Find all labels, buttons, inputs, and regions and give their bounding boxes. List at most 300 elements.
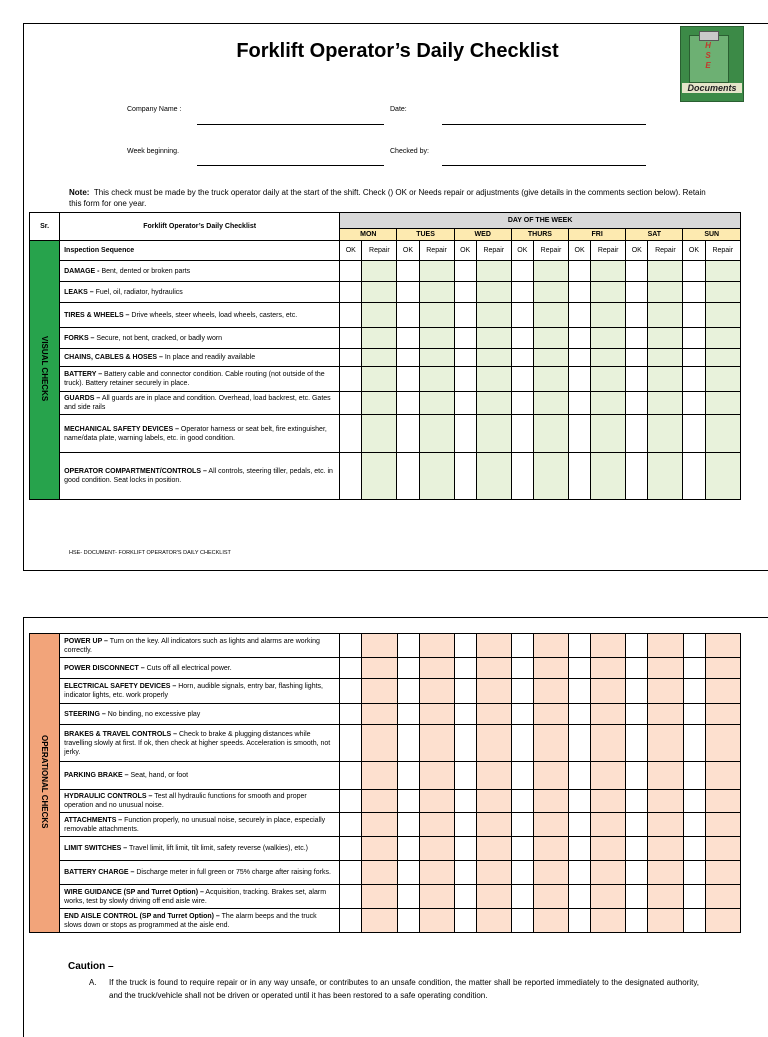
ok-checkbox[interactable]	[683, 392, 705, 415]
repair-checkbox[interactable]	[419, 392, 454, 415]
ok-checkbox[interactable]	[569, 762, 591, 790]
ok-checkbox[interactable]	[626, 762, 648, 790]
repair-checkbox[interactable]	[591, 790, 626, 813]
ok-checkbox[interactable]	[397, 634, 419, 658]
repair-checkbox[interactable]	[648, 303, 683, 328]
ok-checkbox[interactable]	[569, 392, 591, 415]
ok-checkbox[interactable]	[511, 790, 533, 813]
repair-checkbox[interactable]	[476, 658, 511, 679]
repair-checkbox[interactable]	[591, 349, 626, 367]
repair-checkbox[interactable]	[476, 367, 511, 392]
repair-checkbox[interactable]	[534, 634, 569, 658]
ok-checkbox[interactable]	[626, 392, 648, 415]
ok-checkbox[interactable]	[511, 885, 533, 909]
repair-checkbox[interactable]	[705, 725, 740, 762]
ok-checkbox[interactable]	[340, 367, 362, 392]
repair-checkbox[interactable]	[362, 658, 397, 679]
repair-checkbox[interactable]	[648, 367, 683, 392]
repair-checkbox[interactable]	[419, 861, 454, 885]
ok-checkbox[interactable]	[569, 349, 591, 367]
ok-checkbox[interactable]	[626, 790, 648, 813]
repair-checkbox[interactable]	[533, 282, 568, 303]
repair-checkbox[interactable]	[705, 282, 740, 303]
ok-checkbox[interactable]	[626, 837, 648, 861]
repair-checkbox[interactable]	[591, 762, 626, 790]
repair-checkbox[interactable]	[591, 328, 626, 349]
repair-checkbox[interactable]	[362, 885, 397, 909]
ok-checkbox[interactable]	[340, 837, 362, 861]
repair-checkbox[interactable]	[476, 261, 511, 282]
repair-checkbox[interactable]	[534, 679, 569, 704]
repair-checkbox[interactable]	[648, 725, 683, 762]
repair-checkbox[interactable]	[533, 453, 568, 500]
ok-checkbox[interactable]	[397, 725, 419, 762]
ok-checkbox[interactable]	[569, 303, 591, 328]
ok-checkbox[interactable]	[626, 634, 648, 658]
ok-checkbox[interactable]	[454, 453, 476, 500]
ok-checkbox[interactable]	[397, 861, 419, 885]
ok-checkbox[interactable]	[340, 679, 362, 704]
repair-checkbox[interactable]	[419, 909, 454, 933]
repair-checkbox[interactable]	[362, 813, 397, 837]
repair-checkbox[interactable]	[476, 861, 511, 885]
week-beginning-field[interactable]	[197, 165, 384, 166]
ok-checkbox[interactable]	[397, 658, 419, 679]
ok-checkbox[interactable]	[569, 813, 591, 837]
ok-checkbox[interactable]	[454, 282, 476, 303]
ok-checkbox[interactable]	[397, 837, 419, 861]
sr-header: Sr.	[30, 213, 60, 241]
ok-checkbox[interactable]	[683, 328, 705, 349]
ok-checkbox[interactable]	[454, 261, 476, 282]
ok-checkbox[interactable]	[626, 303, 648, 328]
repair-checkbox[interactable]	[476, 679, 511, 704]
repair-checkbox[interactable]	[419, 282, 454, 303]
repair-checkbox[interactable]	[534, 725, 569, 762]
repair-checkbox[interactable]	[476, 762, 511, 790]
ok-checkbox[interactable]	[454, 634, 476, 658]
repair-checkbox[interactable]	[362, 790, 397, 813]
ok-checkbox[interactable]	[511, 453, 533, 500]
ok-checkbox[interactable]	[569, 453, 591, 500]
ok-checkbox[interactable]	[683, 861, 705, 885]
ok-checkbox[interactable]	[511, 261, 533, 282]
ok-checkbox[interactable]	[454, 837, 476, 861]
repair-checkbox[interactable]	[362, 415, 397, 453]
ok-checkbox[interactable]	[683, 634, 705, 658]
ok-checkbox[interactable]	[511, 415, 533, 453]
repair-checkbox[interactable]	[419, 634, 454, 658]
repair-checkbox[interactable]	[705, 349, 740, 367]
repair-checkbox[interactable]	[648, 261, 683, 282]
ok-checkbox[interactable]	[454, 658, 476, 679]
repair-checkbox[interactable]	[705, 885, 740, 909]
repair-checkbox[interactable]	[591, 861, 626, 885]
ok-checkbox[interactable]	[397, 790, 419, 813]
repair-checkbox[interactable]	[476, 885, 511, 909]
repair-checkbox[interactable]	[705, 303, 740, 328]
ok-checkbox[interactable]	[511, 837, 533, 861]
repair-checkbox[interactable]	[591, 725, 626, 762]
ok-checkbox[interactable]	[454, 367, 476, 392]
ok-checkbox[interactable]	[626, 282, 648, 303]
ok-checkbox[interactable]	[340, 813, 362, 837]
ok-checkbox[interactable]	[569, 367, 591, 392]
ok-checkbox[interactable]	[340, 415, 362, 453]
ok-checkbox[interactable]	[626, 704, 648, 725]
ok-checkbox[interactable]	[340, 909, 362, 933]
repair-checkbox[interactable]	[705, 328, 740, 349]
ok-checkbox[interactable]	[569, 861, 591, 885]
ok-checkbox[interactable]	[340, 634, 362, 658]
repair-checkbox[interactable]	[534, 861, 569, 885]
repair-checkbox[interactable]	[419, 349, 454, 367]
repair-checkbox[interactable]	[648, 885, 683, 909]
ok-checkbox[interactable]	[569, 909, 591, 933]
repair-checkbox[interactable]	[648, 679, 683, 704]
ok-checkbox[interactable]	[569, 415, 591, 453]
ok-checkbox[interactable]	[454, 813, 476, 837]
item-name: STEERING –	[64, 710, 106, 718]
ok-checkbox[interactable]	[683, 837, 705, 861]
repair-checkbox[interactable]	[534, 837, 569, 861]
repair-checkbox[interactable]	[591, 415, 626, 453]
ok-checkbox[interactable]	[511, 762, 533, 790]
repair-checkbox[interactable]	[362, 837, 397, 861]
ok-checkbox[interactable]	[454, 790, 476, 813]
repair-checkbox[interactable]	[705, 634, 740, 658]
repair-checkbox[interactable]	[533, 261, 568, 282]
ok-checkbox[interactable]	[626, 349, 648, 367]
repair-checkbox[interactable]	[419, 415, 454, 453]
ok-checkbox[interactable]	[454, 885, 476, 909]
ok-checkbox[interactable]	[683, 762, 705, 790]
ok-checkbox[interactable]	[454, 349, 476, 367]
ok-checkbox[interactable]	[511, 328, 533, 349]
repair-checkbox[interactable]	[534, 790, 569, 813]
repair-checkbox[interactable]	[419, 679, 454, 704]
repair-checkbox[interactable]	[591, 634, 626, 658]
repair-checkbox[interactable]	[476, 837, 511, 861]
ok-checkbox[interactable]	[683, 909, 705, 933]
repair-checkbox[interactable]	[534, 658, 569, 679]
ok-checkbox[interactable]	[340, 885, 362, 909]
repair-checkbox[interactable]	[534, 762, 569, 790]
ok-checkbox[interactable]	[340, 282, 362, 303]
ok-checkbox[interactable]	[340, 762, 362, 790]
ok-checkbox[interactable]	[511, 634, 533, 658]
repair-checkbox[interactable]	[648, 415, 683, 453]
ok-checkbox[interactable]	[454, 762, 476, 790]
repair-checkbox[interactable]	[705, 453, 740, 500]
ok-checkbox[interactable]	[626, 725, 648, 762]
repair-checkbox[interactable]	[476, 328, 511, 349]
ok-checkbox[interactable]	[340, 658, 362, 679]
repair-checkbox[interactable]	[362, 261, 397, 282]
ok-checkbox[interactable]	[683, 885, 705, 909]
ok-checkbox[interactable]	[340, 861, 362, 885]
ok-checkbox[interactable]	[626, 367, 648, 392]
ok-checkbox[interactable]	[397, 762, 419, 790]
repair-checkbox[interactable]	[362, 453, 397, 500]
ok-checkbox[interactable]	[511, 725, 533, 762]
ok-checkbox[interactable]	[569, 725, 591, 762]
ok-checkbox[interactable]	[626, 813, 648, 837]
repair-checkbox[interactable]	[476, 303, 511, 328]
repair-checkbox[interactable]	[648, 704, 683, 725]
ok-checkbox[interactable]	[454, 679, 476, 704]
repair-checkbox[interactable]	[419, 837, 454, 861]
repair-checkbox[interactable]	[591, 453, 626, 500]
ok-checkbox[interactable]	[683, 704, 705, 725]
repair-checkbox[interactable]	[362, 303, 397, 328]
repair-checkbox[interactable]	[419, 725, 454, 762]
repair-checkbox[interactable]	[648, 328, 683, 349]
ok-checkbox[interactable]	[397, 367, 419, 392]
ok-checkbox[interactable]	[569, 790, 591, 813]
ok-checkbox[interactable]	[340, 303, 362, 328]
repair-checkbox[interactable]	[362, 725, 397, 762]
ok-checkbox[interactable]	[511, 282, 533, 303]
ok-checkbox[interactable]	[626, 415, 648, 453]
repair-checkbox[interactable]	[534, 704, 569, 725]
ok-checkbox[interactable]	[569, 704, 591, 725]
repair-checkbox[interactable]	[533, 349, 568, 367]
ok-checkbox[interactable]	[397, 303, 419, 328]
ok-checkbox[interactable]	[626, 658, 648, 679]
repair-checkbox[interactable]	[705, 762, 740, 790]
repair-checkbox[interactable]	[705, 367, 740, 392]
ok-checkbox[interactable]	[569, 679, 591, 704]
ok-checkbox[interactable]	[683, 415, 705, 453]
ok-checkbox[interactable]	[340, 704, 362, 725]
repair-checkbox[interactable]	[591, 282, 626, 303]
repair-checkbox[interactable]	[648, 861, 683, 885]
ok-checkbox[interactable]	[511, 367, 533, 392]
ok-checkbox[interactable]	[511, 679, 533, 704]
repair-checkbox[interactable]	[591, 837, 626, 861]
repair-checkbox[interactable]	[705, 861, 740, 885]
repair-checkbox[interactable]	[648, 392, 683, 415]
repair-checkbox[interactable]	[476, 634, 511, 658]
ok-checkbox[interactable]	[454, 392, 476, 415]
repair-checkbox[interactable]	[591, 367, 626, 392]
ok-checkbox[interactable]	[454, 704, 476, 725]
ok-checkbox[interactable]	[511, 392, 533, 415]
repair-checkbox[interactable]	[362, 762, 397, 790]
ok-checkbox[interactable]	[569, 261, 591, 282]
ok-checkbox[interactable]	[397, 909, 419, 933]
ok-checkbox[interactable]	[340, 790, 362, 813]
repair-checkbox[interactable]	[648, 909, 683, 933]
repair-checkbox[interactable]	[591, 658, 626, 679]
ok-checkbox[interactable]	[511, 813, 533, 837]
repair-checkbox[interactable]	[591, 885, 626, 909]
ok-checkbox[interactable]	[626, 261, 648, 282]
repair-checkbox[interactable]	[533, 328, 568, 349]
ok-checkbox[interactable]	[397, 415, 419, 453]
repair-checkbox[interactable]	[476, 813, 511, 837]
ok-checkbox[interactable]	[340, 261, 362, 282]
ok-checkbox[interactable]	[683, 725, 705, 762]
repair-checkbox[interactable]	[362, 634, 397, 658]
repair-checkbox[interactable]	[705, 679, 740, 704]
ok-checkbox[interactable]	[683, 261, 705, 282]
ok-checkbox[interactable]	[511, 349, 533, 367]
repair-checkbox[interactable]	[476, 415, 511, 453]
repair-checkbox[interactable]	[419, 762, 454, 790]
ok-checkbox[interactable]	[397, 453, 419, 500]
ok-checkbox[interactable]	[397, 885, 419, 909]
repair-checkbox[interactable]	[362, 367, 397, 392]
ok-checkbox[interactable]	[626, 679, 648, 704]
ok-checkbox[interactable]	[454, 303, 476, 328]
ok-checkbox[interactable]	[397, 704, 419, 725]
ok-checkbox[interactable]	[683, 453, 705, 500]
repair-checkbox[interactable]	[534, 813, 569, 837]
repair-checkbox[interactable]	[419, 704, 454, 725]
repair-checkbox[interactable]	[362, 328, 397, 349]
repair-checkbox[interactable]	[591, 261, 626, 282]
repair-checkbox[interactable]	[476, 909, 511, 933]
checked-by-field[interactable]	[442, 165, 646, 166]
ok-checkbox[interactable]	[340, 725, 362, 762]
ok-checkbox[interactable]	[683, 282, 705, 303]
ok-checkbox[interactable]	[397, 261, 419, 282]
repair-checkbox[interactable]	[591, 392, 626, 415]
repair-checkbox[interactable]	[648, 837, 683, 861]
repair-checkbox[interactable]	[362, 861, 397, 885]
ok-checkbox[interactable]	[683, 349, 705, 367]
ok-checkbox[interactable]	[511, 704, 533, 725]
ok-checkbox[interactable]	[683, 367, 705, 392]
ok-checkbox[interactable]	[626, 909, 648, 933]
company-name-field[interactable]	[197, 124, 384, 125]
repair-checkbox[interactable]	[533, 392, 568, 415]
repair-checkbox[interactable]	[362, 392, 397, 415]
ok-checkbox[interactable]	[569, 885, 591, 909]
ok-checkbox[interactable]	[397, 813, 419, 837]
repair-checkbox[interactable]	[419, 813, 454, 837]
repair-checkbox[interactable]	[591, 303, 626, 328]
date-field[interactable]	[442, 124, 646, 125]
ok-checkbox[interactable]	[511, 909, 533, 933]
repair-checkbox[interactable]	[419, 790, 454, 813]
ok-checkbox[interactable]	[454, 861, 476, 885]
ok-checkbox[interactable]	[683, 303, 705, 328]
ok-checkbox[interactable]	[397, 349, 419, 367]
repair-checkbox[interactable]	[705, 837, 740, 861]
ok-checkbox[interactable]	[569, 658, 591, 679]
repair-checkbox[interactable]	[419, 453, 454, 500]
repair-checkbox[interactable]	[533, 303, 568, 328]
repair-checkbox[interactable]	[591, 704, 626, 725]
ok-checkbox[interactable]	[397, 679, 419, 704]
repair-checkbox[interactable]	[476, 725, 511, 762]
repair-checkbox[interactable]	[362, 349, 397, 367]
repair-checkbox[interactable]	[476, 790, 511, 813]
ok-checkbox[interactable]	[397, 328, 419, 349]
ok-checkbox[interactable]	[626, 885, 648, 909]
ok-checkbox[interactable]	[340, 349, 362, 367]
ok-checkbox[interactable]	[397, 282, 419, 303]
repair-checkbox[interactable]	[648, 813, 683, 837]
repair-checkbox[interactable]	[362, 704, 397, 725]
ok-checkbox[interactable]	[626, 861, 648, 885]
repair-checkbox[interactable]	[419, 885, 454, 909]
ok-checkbox[interactable]	[569, 282, 591, 303]
ok-checkbox[interactable]	[683, 679, 705, 704]
ok-checkbox[interactable]	[626, 328, 648, 349]
repair-checkbox[interactable]	[419, 261, 454, 282]
ok-checkbox[interactable]	[511, 303, 533, 328]
repair-checkbox[interactable]	[476, 704, 511, 725]
ok-checkbox[interactable]	[397, 392, 419, 415]
repair-checkbox[interactable]	[533, 367, 568, 392]
repair-checkbox[interactable]	[419, 328, 454, 349]
repair-checkbox[interactable]	[705, 658, 740, 679]
repair-checkbox[interactable]	[419, 658, 454, 679]
repair-checkbox[interactable]	[705, 704, 740, 725]
ok-checkbox[interactable]	[340, 453, 362, 500]
repair-checkbox[interactable]	[705, 261, 740, 282]
repair-checkbox[interactable]	[476, 392, 511, 415]
ok-checkbox[interactable]	[569, 328, 591, 349]
repair-checkbox[interactable]	[705, 790, 740, 813]
repair-checkbox[interactable]	[648, 658, 683, 679]
ok-checkbox[interactable]	[626, 453, 648, 500]
ok-checkbox[interactable]	[683, 790, 705, 813]
repair-checkbox[interactable]	[476, 453, 511, 500]
repair-checkbox[interactable]	[648, 790, 683, 813]
ok-checkbox[interactable]	[340, 392, 362, 415]
ok-checkbox[interactable]	[569, 634, 591, 658]
repair-checkbox[interactable]	[419, 367, 454, 392]
repair-checkbox[interactable]	[648, 762, 683, 790]
repair-checkbox[interactable]	[476, 349, 511, 367]
repair-checkbox[interactable]	[362, 909, 397, 933]
repair-checkbox[interactable]	[705, 909, 740, 933]
ok-checkbox[interactable]	[340, 328, 362, 349]
ok-checkbox[interactable]	[454, 328, 476, 349]
repair-checkbox[interactable]	[362, 282, 397, 303]
ok-checkbox[interactable]	[683, 658, 705, 679]
repair-checkbox[interactable]	[476, 282, 511, 303]
repair-checkbox[interactable]	[648, 349, 683, 367]
repair-checkbox[interactable]	[362, 679, 397, 704]
repair-checkbox[interactable]	[705, 392, 740, 415]
repair-checkbox[interactable]	[419, 303, 454, 328]
ok-checkbox[interactable]	[454, 415, 476, 453]
repair-checkbox[interactable]	[648, 282, 683, 303]
ok-checkbox[interactable]	[511, 658, 533, 679]
repair-checkbox[interactable]	[534, 885, 569, 909]
repair-checkbox[interactable]	[648, 453, 683, 500]
repair-checkbox[interactable]	[591, 679, 626, 704]
repair-checkbox[interactable]	[591, 909, 626, 933]
ok-checkbox[interactable]	[511, 861, 533, 885]
repair-checkbox[interactable]	[591, 813, 626, 837]
ok-checkbox[interactable]	[454, 909, 476, 933]
repair-checkbox[interactable]	[705, 415, 740, 453]
ok-checkbox[interactable]	[683, 813, 705, 837]
repair-checkbox[interactable]	[648, 634, 683, 658]
ok-checkbox[interactable]	[569, 837, 591, 861]
ok-checkbox[interactable]	[454, 725, 476, 762]
repair-checkbox[interactable]	[533, 415, 568, 453]
repair-checkbox[interactable]	[534, 909, 569, 933]
repair-checkbox[interactable]	[705, 813, 740, 837]
